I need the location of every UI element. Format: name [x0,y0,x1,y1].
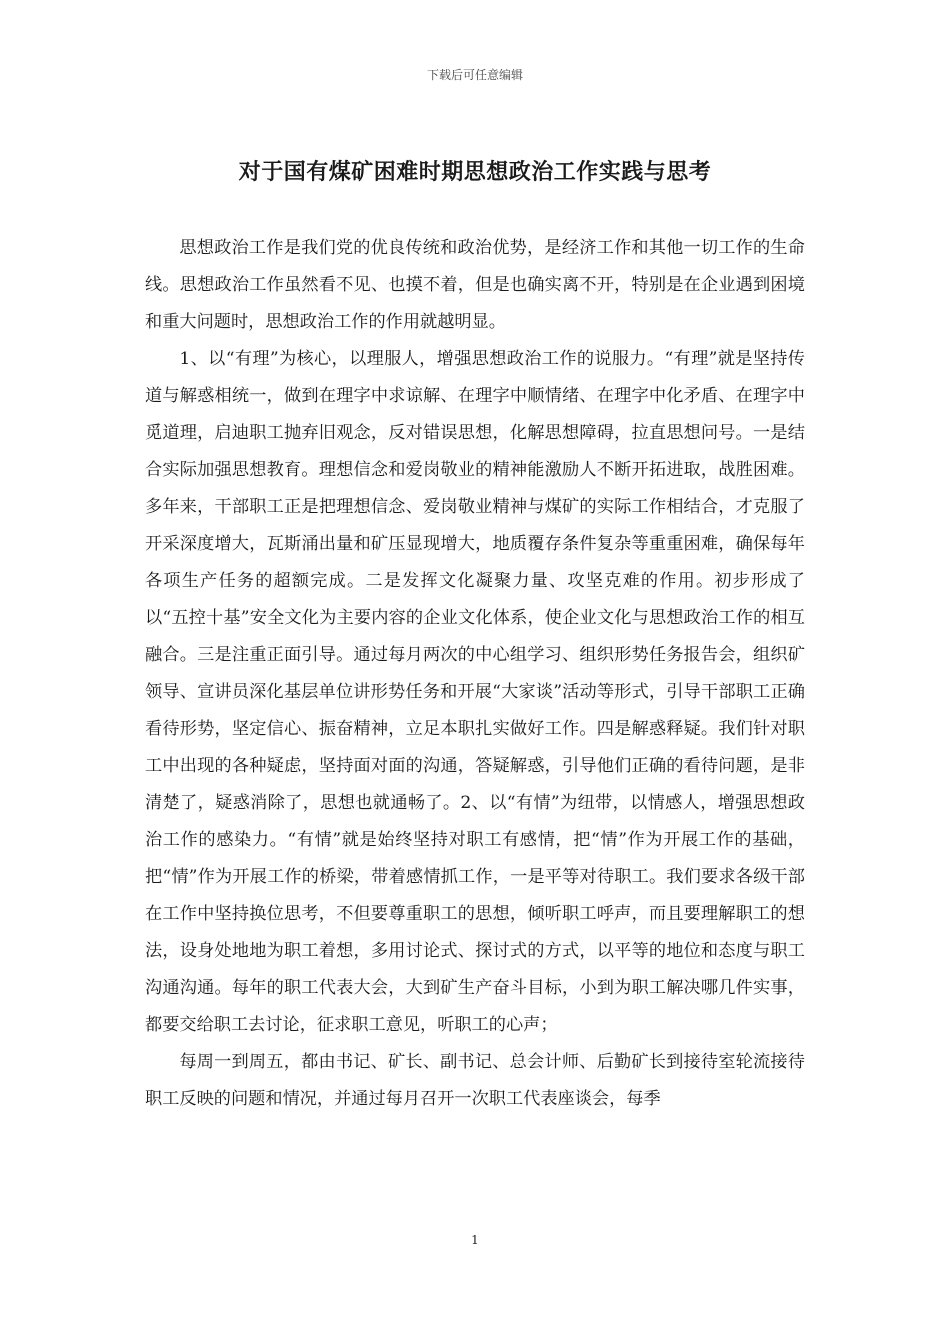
document-title: 对于国有煤矿困难时期思想政治工作实践与思考 [238,159,712,185]
page-number: 1 [471,1233,479,1247]
paragraph-continued: 每周一到周五，都由书记、矿长、副书记、总会计师、后勤矿长到接待室轮流接待职工反映的问题和情况，并通过每月召开一次职工代表座谈会，每季 [145,1052,805,1109]
paragraph-main: 1、以“有理”为核心，以理服人，增强思想政治工作的说服力。“有理”就是坚持传道与解惑相统一，做到在理字中求谅解、在理字中顺情绪、在理字中化矛盾、在理字中觅道理，启迪职工抛弃旧观念，反对错误思想，化解思想障碍，拉直思想问号。一是结合实际加强思想教育。理想信念和爱岗敬业的精神能激励人不断开拓进取，战胜困难。多年来，干部职工正是把理想信念、爱岗敬业精神与煤矿的实际工作相结合，才克服了开采深度增大，瓦斯涌出量和矿压显现增大，地质覆存条件复杂等重重困难，确保每年各项生产任务的超额完成。二是发挥文化凝聚力量、攻坚克难的作用。初步形成了以“五控十基”安全文化为主要内容的企业文化体系，使企业文化与思想政治工作的相互融合。三是注重正面引导。通过每月两次的中心组学习、组织形势任务报告会，组织矿领导、宣讲员深化基层单位讲形势任务和开展“大家谈”活动等形式，引导干部职工正确看待形势，坚定信心、振奋精神，立足本职扎实做好工作。四是解惑释疑。我们针对职工中出现的各种疑虑，坚持面对面的沟通，答疑解惑，引导他们正确的看待问题，是非清楚了，疑惑消除了，思想也就通畅了。2、以“有情”为纽带，以情感人，增强思想政治工作的感染力。“有情”就是始终坚持对职工有感情，把“情”作为开展工作的基础，把“情”作为开展工作的桥梁，带着感情抓工作，一是平等对待职工。我们要求各级干部在工作中坚持换位思考，不但要尊重职工的思想，倾听职工呼声，而且要理解职工的想法，设身处地地为职工着想，多用讨论式、探讨式的方式，以平等的地位和态度与职工沟通沟通。每年的职工代表大会，大到矿生产奋斗目标，小到为职工解决哪几件实事，都要交给职工去讨论，征求职工意见，听职工的心声； [145,349,805,1035]
paragraph-intro: 思想政治工作是我们党的优良传统和政治优势，是经济工作和其他一切工作的生命线。思想政治工作虽然看不见、也摸不着，但是也确实离不开，特别是在企业遇到困境和重大问题时，思想政治工作的作用就越明显。 [145,238,805,332]
document-body [145,230,805,1118]
header-note: 下载后可任意编辑 [426,68,523,82]
